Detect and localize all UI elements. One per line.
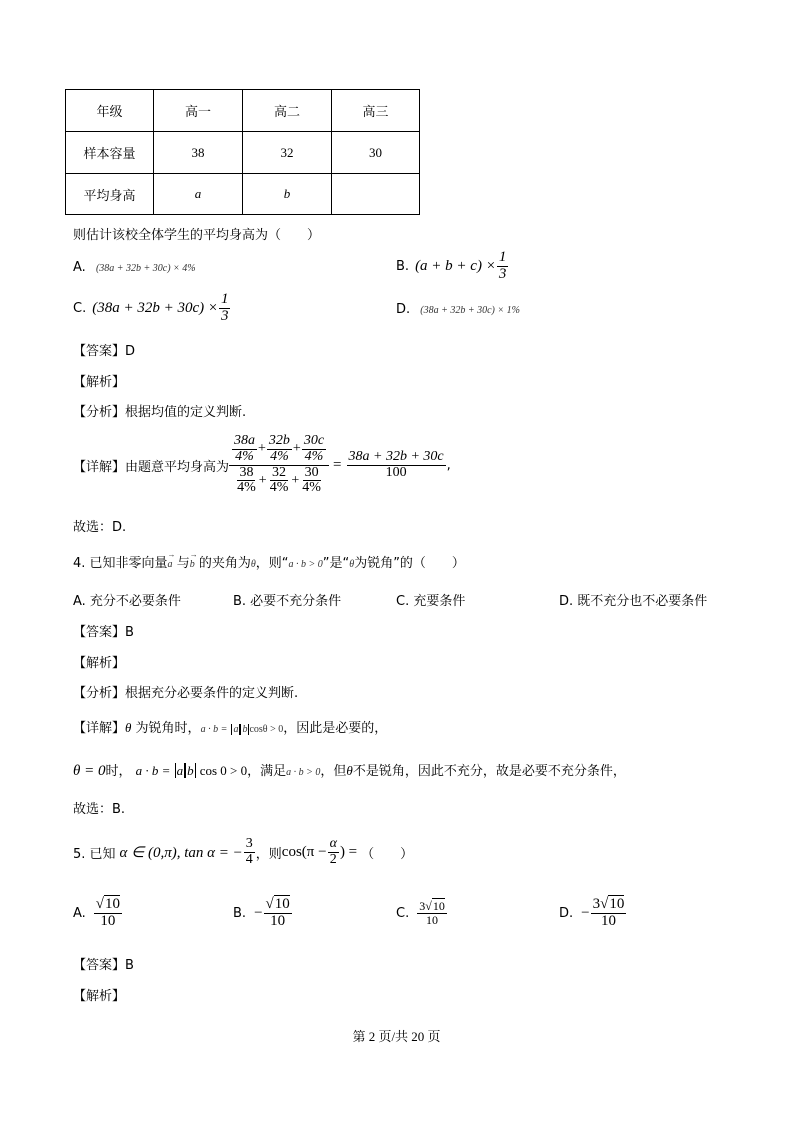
q5-option-c bbox=[396, 892, 448, 934]
q4-analysis-heading: 【解析】 bbox=[73, 656, 126, 671]
line-text: 时， bbox=[105, 764, 132, 779]
denominator: 3 bbox=[220, 307, 229, 324]
q3-analysis-heading: 【解析】 bbox=[73, 375, 126, 390]
denominator: 100 bbox=[385, 464, 407, 480]
stem-text: ，则“ bbox=[255, 556, 289, 571]
magnitude-b: b bbox=[187, 763, 194, 778]
fraction bbox=[264, 897, 292, 930]
option-text: (a + b + c) × bbox=[415, 257, 496, 274]
coefficient: 3 bbox=[419, 898, 426, 913]
numerator: 3√10 bbox=[592, 895, 625, 912]
line-text: 不是锐角，因此不充分，故是必要不充分条件， bbox=[352, 764, 626, 779]
table-row bbox=[66, 174, 420, 215]
fraction bbox=[267, 434, 292, 464]
q4-option-b: B. 必要不充分条件 bbox=[233, 594, 342, 609]
radicand: 10 bbox=[105, 895, 121, 912]
denominator: 10 bbox=[600, 912, 616, 929]
theta-symbol: θ bbox=[349, 559, 355, 570]
denominator: 4% bbox=[237, 480, 256, 496]
condition-expression: a · b > 0 bbox=[286, 767, 321, 778]
q4-xiangjie-line2 bbox=[73, 760, 626, 780]
stem-text: 为锐角”的（ ） bbox=[354, 556, 465, 571]
compound-denominator bbox=[232, 466, 326, 496]
minus-sign: − bbox=[581, 904, 590, 921]
radicand: 10 bbox=[609, 895, 625, 912]
numerator: 3 bbox=[245, 835, 253, 851]
q5-answer: 【答案】B bbox=[73, 958, 134, 973]
numerator: α bbox=[329, 835, 337, 851]
q4-option-d: D. 既不充分也不必要条件 bbox=[559, 594, 708, 609]
denominator: 2 bbox=[329, 851, 337, 867]
minus-sign: − bbox=[254, 904, 263, 921]
table-row bbox=[66, 132, 420, 174]
q3-conclusion: 故选：D. bbox=[73, 520, 127, 535]
compound-fraction bbox=[229, 434, 329, 496]
vector-a: → a bbox=[168, 559, 173, 570]
denominator: 4% bbox=[302, 480, 321, 496]
table-cell: b bbox=[243, 174, 332, 215]
q5-option-a bbox=[73, 892, 123, 934]
q3-option-b bbox=[396, 250, 509, 283]
table-cell: 高二 bbox=[243, 90, 332, 132]
denominator: 4% bbox=[304, 448, 324, 464]
numerator: 38a + 32b + 30c bbox=[348, 448, 444, 464]
xiangjie-label: 【详解】 bbox=[73, 721, 126, 736]
cos-expression: cos(π − bbox=[281, 843, 327, 860]
q5-stem bbox=[73, 832, 413, 872]
radicand: 10 bbox=[432, 898, 445, 913]
fraction bbox=[497, 250, 509, 283]
denominator: 10 bbox=[100, 912, 116, 929]
numerator: √10 bbox=[95, 895, 121, 912]
denominator: 4 bbox=[245, 851, 253, 867]
theta-symbol: θ bbox=[250, 559, 256, 570]
option-label: B. bbox=[396, 258, 410, 274]
theta-symbol: θ bbox=[346, 763, 353, 778]
line-text: ，满足 bbox=[247, 764, 287, 779]
comma: , bbox=[446, 457, 451, 473]
option-text: (38a + 32b + 30c) × bbox=[92, 299, 218, 316]
q4-option-c: C. 充要条件 bbox=[396, 594, 466, 609]
table-cell: 高一 bbox=[154, 90, 243, 132]
fraction bbox=[94, 897, 122, 930]
xiangjie-label: 【详解】由题意平均身高为 bbox=[73, 459, 230, 475]
table-cell: 32 bbox=[243, 132, 332, 174]
option-label: C. bbox=[73, 300, 87, 316]
stem-text: （ ） bbox=[361, 846, 414, 862]
fraction bbox=[328, 837, 339, 867]
option-label: A. bbox=[73, 260, 86, 275]
cos-expression: ) = bbox=[339, 843, 358, 860]
stem-text: 的夹角为 bbox=[198, 556, 251, 571]
q5-option-d bbox=[559, 892, 627, 934]
condition-expression: a · b > 0 bbox=[288, 559, 323, 570]
numerator: 3√10 bbox=[419, 898, 445, 913]
option-label: C. bbox=[396, 905, 410, 921]
stem-text: 5. 已知 bbox=[73, 846, 116, 862]
sample-table bbox=[65, 89, 420, 215]
q4-option-a: A. 充分不必要条件 bbox=[73, 594, 181, 609]
option-label: A. bbox=[73, 905, 86, 921]
plus-sign: + bbox=[291, 472, 300, 488]
dot-product: a · b = bbox=[200, 724, 228, 735]
coefficient: 3 bbox=[592, 895, 601, 912]
q5-analysis-heading: 【解析】 bbox=[73, 989, 126, 1004]
table-cell bbox=[332, 174, 420, 215]
q4-xiangjie-line1 bbox=[73, 717, 387, 736]
numerator: 1 bbox=[220, 291, 229, 307]
plus-sign: + bbox=[292, 441, 301, 457]
table-cell: a bbox=[154, 174, 243, 215]
theta-symbol: θ bbox=[125, 720, 132, 735]
table-cell: 高三 bbox=[332, 90, 420, 132]
theta-zero: θ = 0 bbox=[73, 763, 106, 779]
plus-sign: + bbox=[258, 441, 266, 457]
q3-option-a bbox=[73, 260, 196, 275]
stem-text: 4. 已知非零向量 bbox=[73, 556, 168, 571]
q3-option-d bbox=[396, 302, 520, 317]
numerator: 32 bbox=[272, 464, 287, 480]
fraction bbox=[302, 434, 326, 464]
q3-stem: 则估计该校全体学生的平均身高为（ ） bbox=[73, 228, 321, 243]
table-header-row bbox=[66, 90, 420, 132]
fraction bbox=[235, 466, 258, 496]
result-fraction bbox=[347, 450, 446, 480]
q4-fenxi: 【分析】根据充分必要条件的定义判断. bbox=[73, 686, 299, 701]
numerator: √10 bbox=[265, 895, 290, 912]
magnitude-a: a bbox=[176, 763, 184, 778]
fraction bbox=[219, 292, 231, 325]
numerator: 30 bbox=[304, 464, 319, 480]
fraction bbox=[232, 434, 257, 464]
fraction bbox=[417, 900, 447, 926]
magnitude-a: a bbox=[233, 724, 239, 735]
numerator: 32b bbox=[268, 433, 290, 449]
line-text: ，但 bbox=[320, 764, 347, 779]
fraction bbox=[591, 897, 627, 930]
denominator: 4% bbox=[270, 448, 289, 464]
q3-xiangjie bbox=[73, 426, 451, 504]
line-text: 为锐角时， bbox=[135, 721, 201, 736]
stem-text: ”是“ bbox=[322, 556, 350, 571]
numerator: 38a bbox=[234, 433, 256, 449]
numerator: 38 bbox=[239, 464, 254, 480]
q4-answer: 【答案】B bbox=[73, 625, 134, 640]
denominator: 10 bbox=[270, 912, 286, 929]
condition-expression: α ∈ (0,π), tan α = − bbox=[119, 844, 243, 861]
numerator: 1 bbox=[498, 249, 507, 265]
q4-stem bbox=[73, 552, 465, 571]
table-cell: 样本容量 bbox=[66, 132, 154, 174]
option-text: (38a + 32b + 30c) × 4% bbox=[95, 263, 196, 274]
option-text: (38a + 32b + 30c) × 1% bbox=[420, 305, 520, 316]
table-cell: 30 bbox=[332, 132, 420, 174]
cos-expression: cos 0 > 0 bbox=[199, 763, 248, 778]
fraction bbox=[268, 466, 291, 496]
denominator: 4% bbox=[269, 480, 289, 496]
table-cell: 平均身高 bbox=[66, 174, 154, 215]
plus-sign: + bbox=[258, 472, 267, 488]
equals-sign: = bbox=[333, 456, 342, 473]
magnitude-b: b bbox=[242, 724, 248, 735]
fraction bbox=[300, 466, 323, 496]
radicand: 10 bbox=[274, 895, 290, 912]
stem-text: ，则 bbox=[255, 846, 282, 862]
q3-answer: 【答案】D bbox=[73, 344, 136, 359]
denominator: 3 bbox=[498, 265, 507, 282]
line-text: ，因此是必要的， bbox=[283, 721, 388, 736]
cos-expression: cosθ > 0 bbox=[249, 724, 284, 735]
dot-product: a · b = bbox=[135, 763, 171, 778]
option-label: D. bbox=[396, 302, 411, 317]
option-label: D. bbox=[559, 905, 574, 921]
page-footer: 第 2 页/共 20 页 bbox=[352, 1029, 441, 1044]
numerator: 30c bbox=[303, 433, 325, 449]
vector-b: → b bbox=[190, 559, 195, 570]
q3-option-c bbox=[73, 292, 231, 325]
denominator: 10 bbox=[426, 912, 439, 927]
table-cell: 38 bbox=[154, 132, 243, 174]
q4-conclusion: 故选：B. bbox=[73, 802, 126, 817]
table-cell: 年级 bbox=[66, 90, 154, 132]
fraction bbox=[244, 837, 255, 867]
stem-text: 与 bbox=[176, 556, 190, 571]
compound-numerator bbox=[229, 434, 329, 465]
denominator: 4% bbox=[235, 448, 254, 464]
option-label: B. bbox=[233, 905, 247, 921]
q3-fenxi: 【分析】根据均值的定义判断. bbox=[73, 405, 247, 420]
q5-option-b bbox=[233, 892, 293, 934]
